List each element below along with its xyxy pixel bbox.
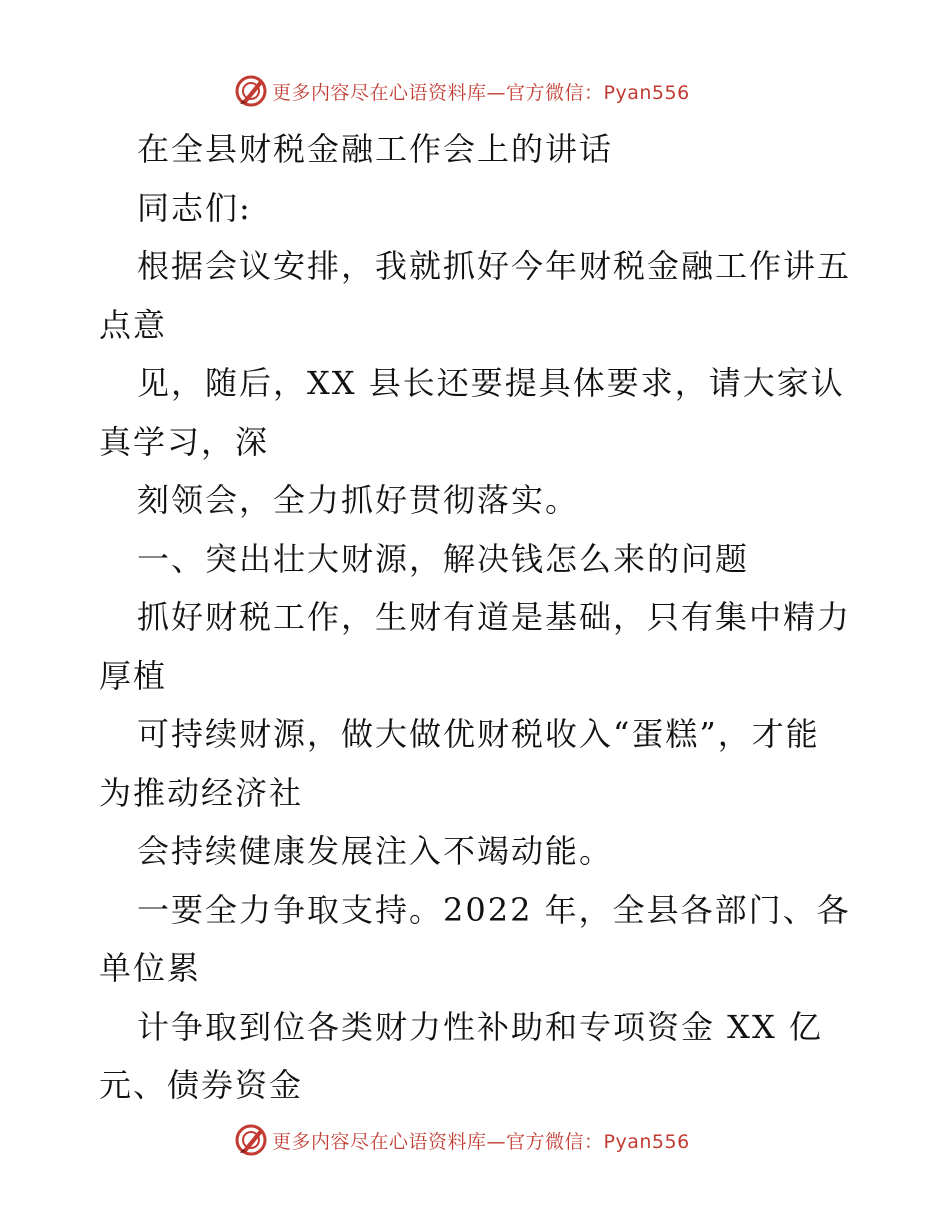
text-line: 元、债券资金: [99, 1066, 304, 1104]
pen-logo-icon: [234, 74, 268, 108]
text-line: 刻领会，全力抓好贯彻落实。: [137, 481, 580, 519]
text-line: 一要全力争取支持。2022 年，全县各部门、各: [137, 890, 851, 929]
watermark-text: 更多内容尽在心语资料库—官方微信：Pyan556: [272, 1130, 690, 1153]
text-line: 见，随后，XX 县长还要提具体要求，请大家认: [137, 364, 845, 402]
text-line: 同志们:: [137, 188, 252, 227]
document-body: [99, 120, 859, 1115]
footer-watermark: [234, 1122, 690, 1158]
text-line: 一、突出壮大财源，解决钱怎么来的问题: [137, 539, 750, 578]
text-line: 计争取到位各类财力性补助和专项资金 XX 亿: [137, 1007, 823, 1046]
text-line: 会持续健康发展注入不竭动能。: [137, 832, 614, 870]
text-line: 真学习，深: [99, 422, 270, 461]
pen-logo-icon: [234, 1123, 268, 1157]
watermark-text: 更多内容尽在心语资料库—官方微信：Pyan556: [272, 81, 690, 104]
text-line: 单位累: [99, 949, 202, 987]
text-line: 根据会议安排，我就抓好今年财税金融工作讲五: [137, 247, 852, 285]
text-line: 点意: [99, 305, 168, 344]
header-watermark: [234, 73, 690, 109]
text-line: 厚植: [99, 656, 168, 695]
text-line: 可持续财源，做大做优财税收入“蛋糕”，才能: [137, 715, 820, 753]
text-line: 为推动经济社: [99, 773, 304, 812]
text-line: 抓好财税工作，生财有道是基础，只有集中精力: [137, 598, 852, 636]
text-line: 在全县财税金融工作会上的讲话: [137, 130, 614, 168]
